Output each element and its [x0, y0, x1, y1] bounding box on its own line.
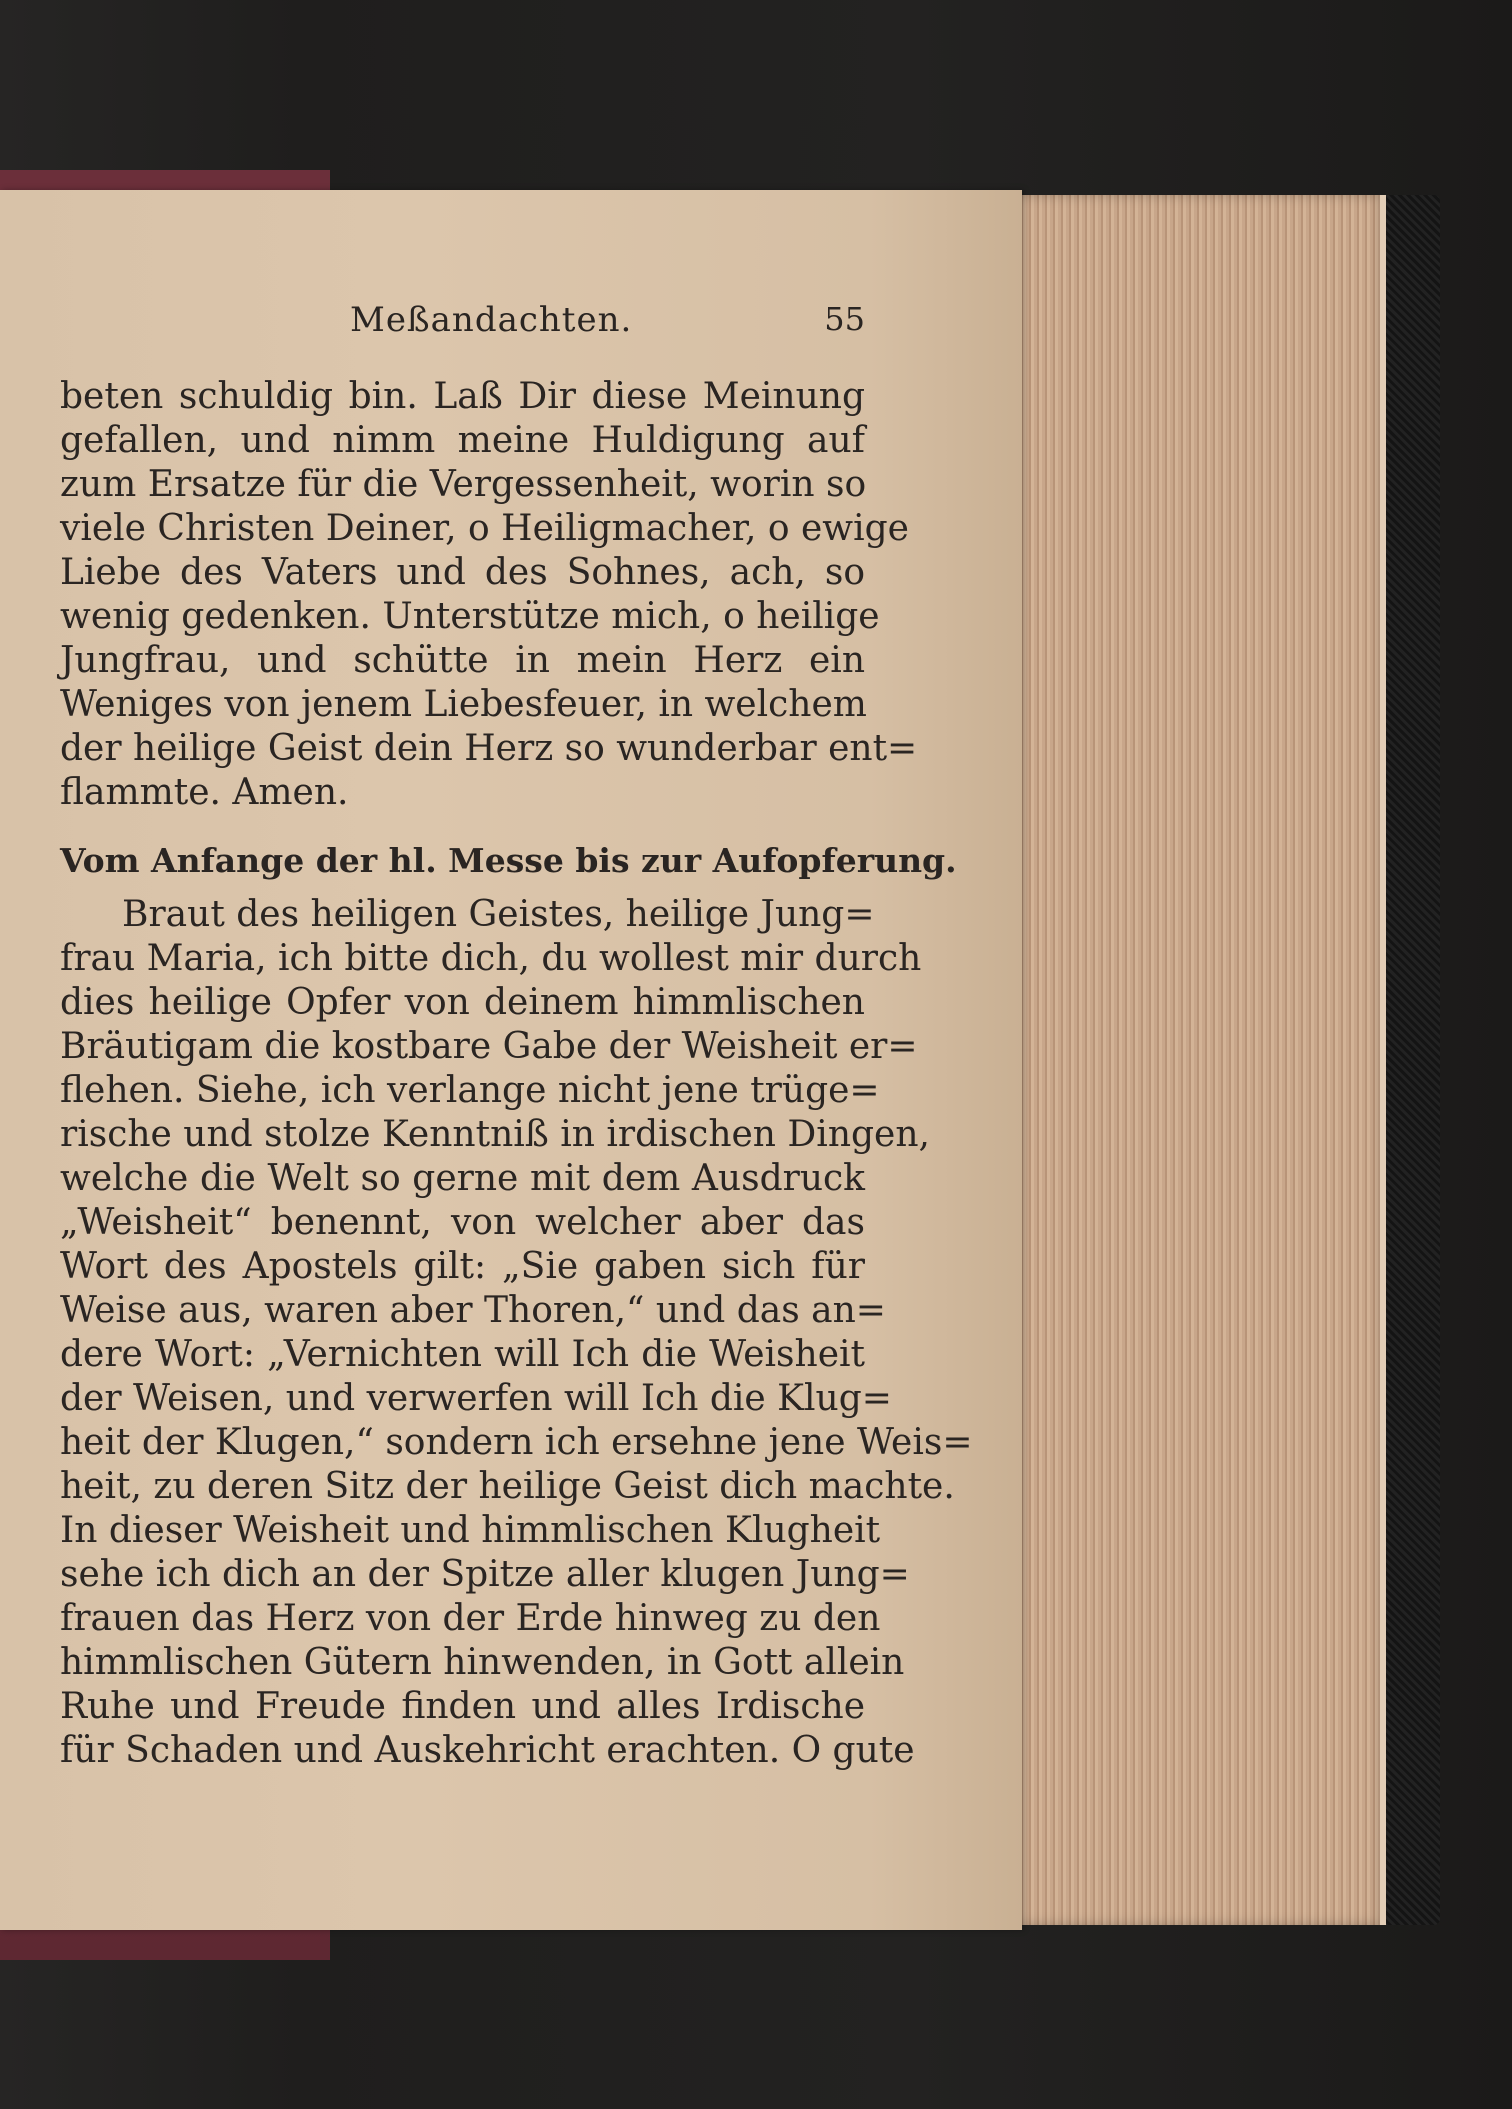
book-page [0, 190, 1022, 1930]
paragraph-1 [60, 375, 918, 815]
running-head: Meßandachten. [350, 300, 633, 340]
page-number: 55 [824, 300, 865, 338]
text-line: wenig gedenken. Unterstütze mich, o heilige [60, 596, 880, 637]
page-edges [1010, 195, 1386, 1925]
text-line: heit der Klugen,“ sondern ich ersehne jene Weis= [60, 1422, 973, 1463]
text-line: sehe ich dich an der Spitze aller klugen Jung= [60, 1554, 910, 1595]
text-line: himmlischen Gütern hinwenden, in Gott allein [60, 1642, 905, 1683]
text-line: Jungfrau, und schütte in mein Herz ein [60, 640, 865, 681]
text-line: Weise aus, waren aber Thoren,“ und das an= [60, 1290, 886, 1331]
text-line: flammte. Amen. [60, 772, 349, 813]
text-line: frau Maria, ich bitte dich, du wollest mir durch [60, 938, 922, 979]
text-line: Ruhe und Freude finden und alles Irdische [60, 1686, 865, 1727]
page-body [60, 375, 973, 1773]
text-line: dies heilige Opfer von deinem himmlischen [60, 982, 865, 1023]
text-line: beten schuldig bin. Laß Dir diese Meinung [60, 376, 865, 417]
text-line: flehen. Siehe, ich verlange nicht jene trüge= [60, 1070, 880, 1111]
text-line: der Weisen, und verwerfen will Ich die Klug= [60, 1378, 892, 1419]
text-line: welche die Welt so gerne mit dem Ausdruck [60, 1158, 865, 1199]
page-header [60, 300, 865, 348]
text-line: Weniges von jenem Liebesfeuer, in welchem [60, 684, 867, 725]
text-line: „Weisheit“ benennt, von welcher aber das [60, 1202, 865, 1243]
text-line: für Schaden und Auskehricht erachten. O gute [60, 1730, 915, 1771]
paragraph-2 [60, 893, 973, 1773]
text-line: dere Wort: „Vernichten will Ich die Weisheit [60, 1334, 865, 1375]
text-line: rische und stolze Kenntniß in irdischen Dingen, [60, 1114, 930, 1155]
text-line: Liebe des Vaters und des Sohnes, ach, so [60, 552, 865, 593]
text-line: In dieser Weisheit und himmlischen Klugheit [60, 1510, 881, 1551]
section-heading: Vom Anfange der hl. Messe bis zur Aufopferung. [60, 841, 957, 880]
text-line: Wort des Apostels gilt: „Sie gaben sich für [60, 1246, 865, 1287]
text-line: Braut des heiligen Geistes, heilige Jung= [122, 894, 875, 935]
text-line: Bräutigam die kostbare Gabe der Weisheit er= [60, 1026, 918, 1067]
text-line: zum Ersatze für die Vergessenheit, worin so [60, 464, 867, 505]
text-line: der heilige Geist dein Herz so wunderbar ent= [60, 728, 918, 769]
text-line: frauen das Herz von der Erde hinweg zu den [60, 1598, 881, 1639]
text-line: viele Christen Deiner, o Heiligmacher, o ewige [60, 508, 909, 549]
text-line: heit, zu deren Sitz der heilige Geist dich machte. [60, 1466, 955, 1507]
text-line: gefallen, und nimm meine Huldigung auf [60, 420, 865, 461]
